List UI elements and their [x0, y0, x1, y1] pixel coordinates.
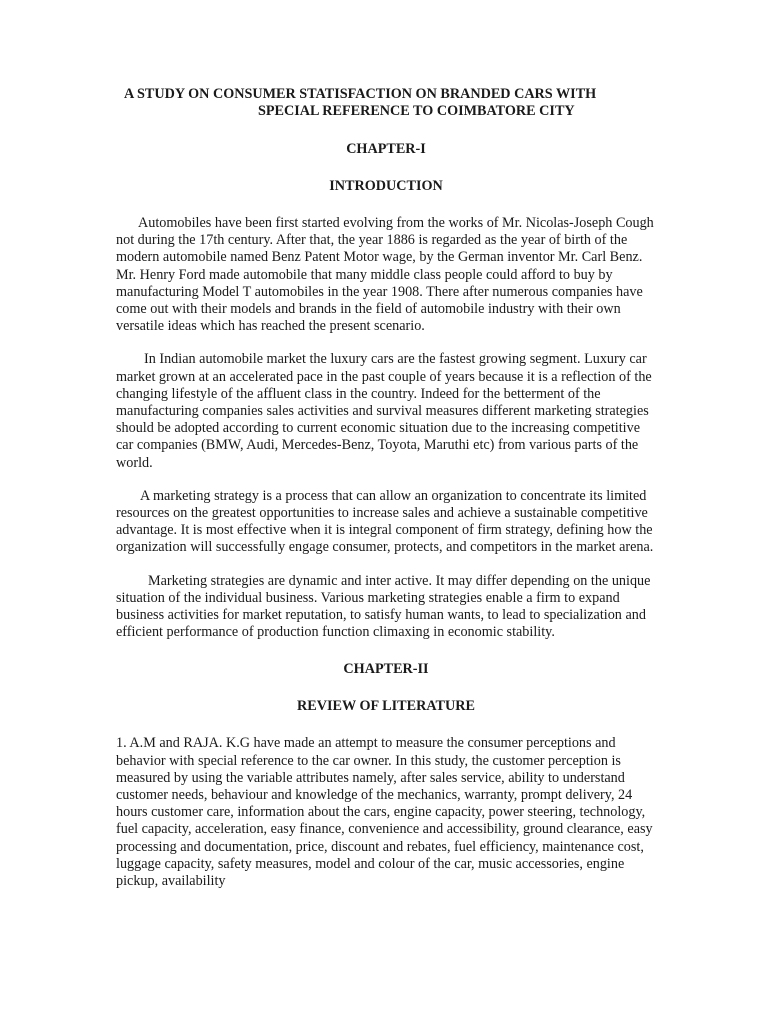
chapter-2-label: CHAPTER-II	[343, 661, 429, 678]
chapter-1-label: CHAPTER-I	[346, 141, 426, 157]
chapter-1-paragraph-3: A marketing strategy is a process that can allow an organization to concentrate its limited resources on the greatest opportunities to increase sales and achieve a sustainable competitive advantage. It is most effective when it is integral component of firm strategy, defining how the organization will successfully engage consumer, protects, and competitors in the market arena.	[116, 487, 654, 556]
chapter-1-heading: INTRODUCTION	[329, 178, 443, 194]
title-line-1: A STUDY ON CONSUMER STATISFACTION ON BRANDED CARS WITH	[124, 86, 597, 102]
chapter-2-paragraph-1: 1. A.M and RAJA. K.G have made an attempt to measure the consumer perceptions and behavior with special reference to the car owner. In this study, the customer perception is measured by using the variable attributes namely, after sales service, ability to understand customer needs, behaviour and knowledge of the mechanics, warranty, prompt delivery, 24 hours customer care, information about the cars, engine capacity, power steering, technology, fuel capacity, acceleration, easy finance, convenience and accessibility, ground clearance, easy processing and documentation, price, discount and rebates, fuel efficiency, maintenance cost, luggage capacity, safety measures, model and colour of the car, music accessories, engine pickup, availability	[116, 735, 653, 890]
chapter-1-paragraph-2: In Indian automobile market the luxury cars are the fastest growing segment. Luxury car market grown at an accelerated pace in the past couple of years because it is a reflection of the changing lifestyle of the affluent class in the country. Indeed for the betterment of the manufacturing companies sales activities and survival measures different marketing strategies should be adopted according to current economic situation due to the increasing competitive car companies (BMW, Audi, Mercedes-Benz, Toyota, Maruthi etc) from various parts of the world.	[116, 351, 652, 471]
chapter-2-heading: REVIEW OF LITERATURE	[297, 698, 475, 715]
chapter-1-paragraph-4: Marketing strategies are dynamic and inter active. It may differ depending on the unique situation of the individual business. Various marketing strategies enable a firm to expand business activities for market reputation, to satisfy human wants, to lead to specialization and efficient performance of production function climaxing in economic stability.	[116, 572, 651, 641]
title-line-2: SPECIAL REFERENCE TO COIMBATORE CITY	[258, 103, 575, 119]
document-content	[116, 86, 656, 890]
document-title	[116, 86, 656, 120]
chapter-1-paragraph-1: Automobiles have been first started evolving from the works of Mr. Nicolas-Joseph Cough not during the 17th century. After that, the year 1886 is regarded as the year of birth of the modern automobile named Benz Patent Motor wage, by the German inventor Mr. Carl Benz. Mr. Henry Ford made automobile that many middle class people could afford to buy by manufacturing Model T automobiles in the year 1908. There after numerous companies have come out with their models and brands in the field of automobile industry with their own versatile ideas which has reached the present scenario.	[116, 215, 654, 335]
